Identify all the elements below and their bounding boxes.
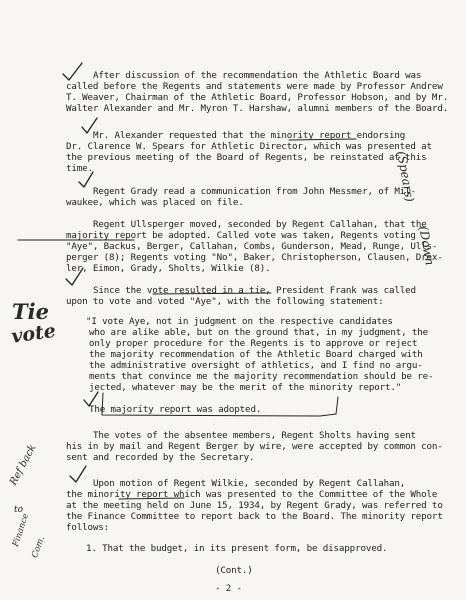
handwritten-note-vote: vote xyxy=(10,319,58,348)
handwritten-note-to: to xyxy=(14,505,24,515)
text-line: Regent Ullsperger moved, seconded by Regent Callahan, that the xyxy=(93,219,427,230)
text-line: The majority report was adopted. xyxy=(89,404,262,415)
handwritten-note-tie: Tie xyxy=(12,299,49,324)
text-line: Upon motion of Regent Wilkie, seconded by Regent Callahan, xyxy=(93,478,406,489)
quote-line: the majority recommendation of the Athletic Board charged with xyxy=(89,349,423,360)
text-line: majority report be adopted. Called vote was taken, Regents voting xyxy=(66,230,416,241)
text-line: called before the Regents and statements were made by Professor Andrew xyxy=(66,81,443,92)
check-mark-icon xyxy=(66,268,83,285)
quote-line: who are alike able, but on the ground that, in my judgment, the xyxy=(89,327,429,338)
check-mark-icon xyxy=(84,392,98,406)
underline-mark xyxy=(289,139,356,140)
text-line: "Aye", Backus, Berger, Callahan, Combs, Gunderson, Mead, Runge, Ulls- xyxy=(66,241,438,252)
continued-label: (Cont.) xyxy=(215,565,253,576)
text-line: Walter Alexander and Mr. Myron T. Harshaw, alumni members of the Board. xyxy=(66,103,449,114)
text-line: the minority report which was presented to the Committee of the Whole xyxy=(66,489,438,500)
text-line: ler, Eimon, Grady, Sholts, Wilkie (8). xyxy=(66,263,271,274)
text-line: the Finance Committee to report back to the Board. The minority report xyxy=(66,511,443,522)
underline-mark xyxy=(119,498,184,499)
text-line: Mr. Alexander requested that the minority report endorsing xyxy=(93,130,406,141)
text-line: Regent Grady read a communication from John Messmer, of Mil- xyxy=(93,186,416,197)
page-number: - 2 - xyxy=(215,583,242,594)
bracket-mark xyxy=(102,393,338,416)
text-line: his in by mail and Regent Berger by wire, were accepted by common con- xyxy=(66,441,443,452)
text-line: the previous meeting of the Board of Regents, be reinstated at this xyxy=(66,152,427,163)
quote-line: the administrative oversight of athletics, and I find no argu- xyxy=(89,360,423,371)
text-line: Dr. Clarence W. Spears for Athletic Director, which was presented at xyxy=(66,141,432,152)
check-mark-icon xyxy=(63,63,82,80)
text-line: sent and recorded by the Secretary. xyxy=(66,452,255,463)
check-mark-icon xyxy=(82,118,97,133)
check-mark-icon xyxy=(70,466,86,482)
text-line: The votes of the absentee members, Regent Sholts having sent xyxy=(93,430,416,441)
list-item: 1. That the budget, in its present form, be disapproved. xyxy=(86,543,388,554)
handwritten-note-down: (Down xyxy=(416,225,437,267)
handwritten-note-spears: (Spears) xyxy=(394,150,417,204)
handwritten-note-ref-back: Ref back xyxy=(8,442,39,488)
quote-line: jected, whatever may be the merit of the minority report." xyxy=(89,382,402,393)
text-line: perger (8); Regents voting "No", Baker, Christopherson, Clausen, Drex- xyxy=(66,252,443,263)
check-mark-icon xyxy=(79,172,93,187)
underline-mark xyxy=(153,293,271,294)
text-line: waukee, which was placed on file. xyxy=(66,197,244,208)
handwritten-note-com: Com. xyxy=(30,534,48,560)
text-line: Since the vote resulted in a tie, President Frank was called xyxy=(93,285,416,296)
quote-line: "I vote Aye, not in judgment on the respective candidates xyxy=(86,316,393,327)
text-line: T. Weaver, Chairman of the Athletic Board, Professor Hobson, and by Mr. xyxy=(66,92,449,103)
quote-line: only proper procedure for the Regents is to approve or reject xyxy=(89,338,418,349)
text-line: at the meeting held on June 15, 1934, by Regent Grady, was referred to xyxy=(66,500,443,511)
text-line: follows: xyxy=(66,522,110,533)
text-line: upon to vote and voted "Aye", with the following statement: xyxy=(66,296,384,307)
text-line: After discussion of the recommendation the Athletic Board was xyxy=(93,70,422,81)
handwritten-note-finance: Finance xyxy=(11,512,32,549)
text-line: time. xyxy=(66,163,93,174)
quote-line: ments that convince me the majority recommendation should be re- xyxy=(89,371,434,382)
